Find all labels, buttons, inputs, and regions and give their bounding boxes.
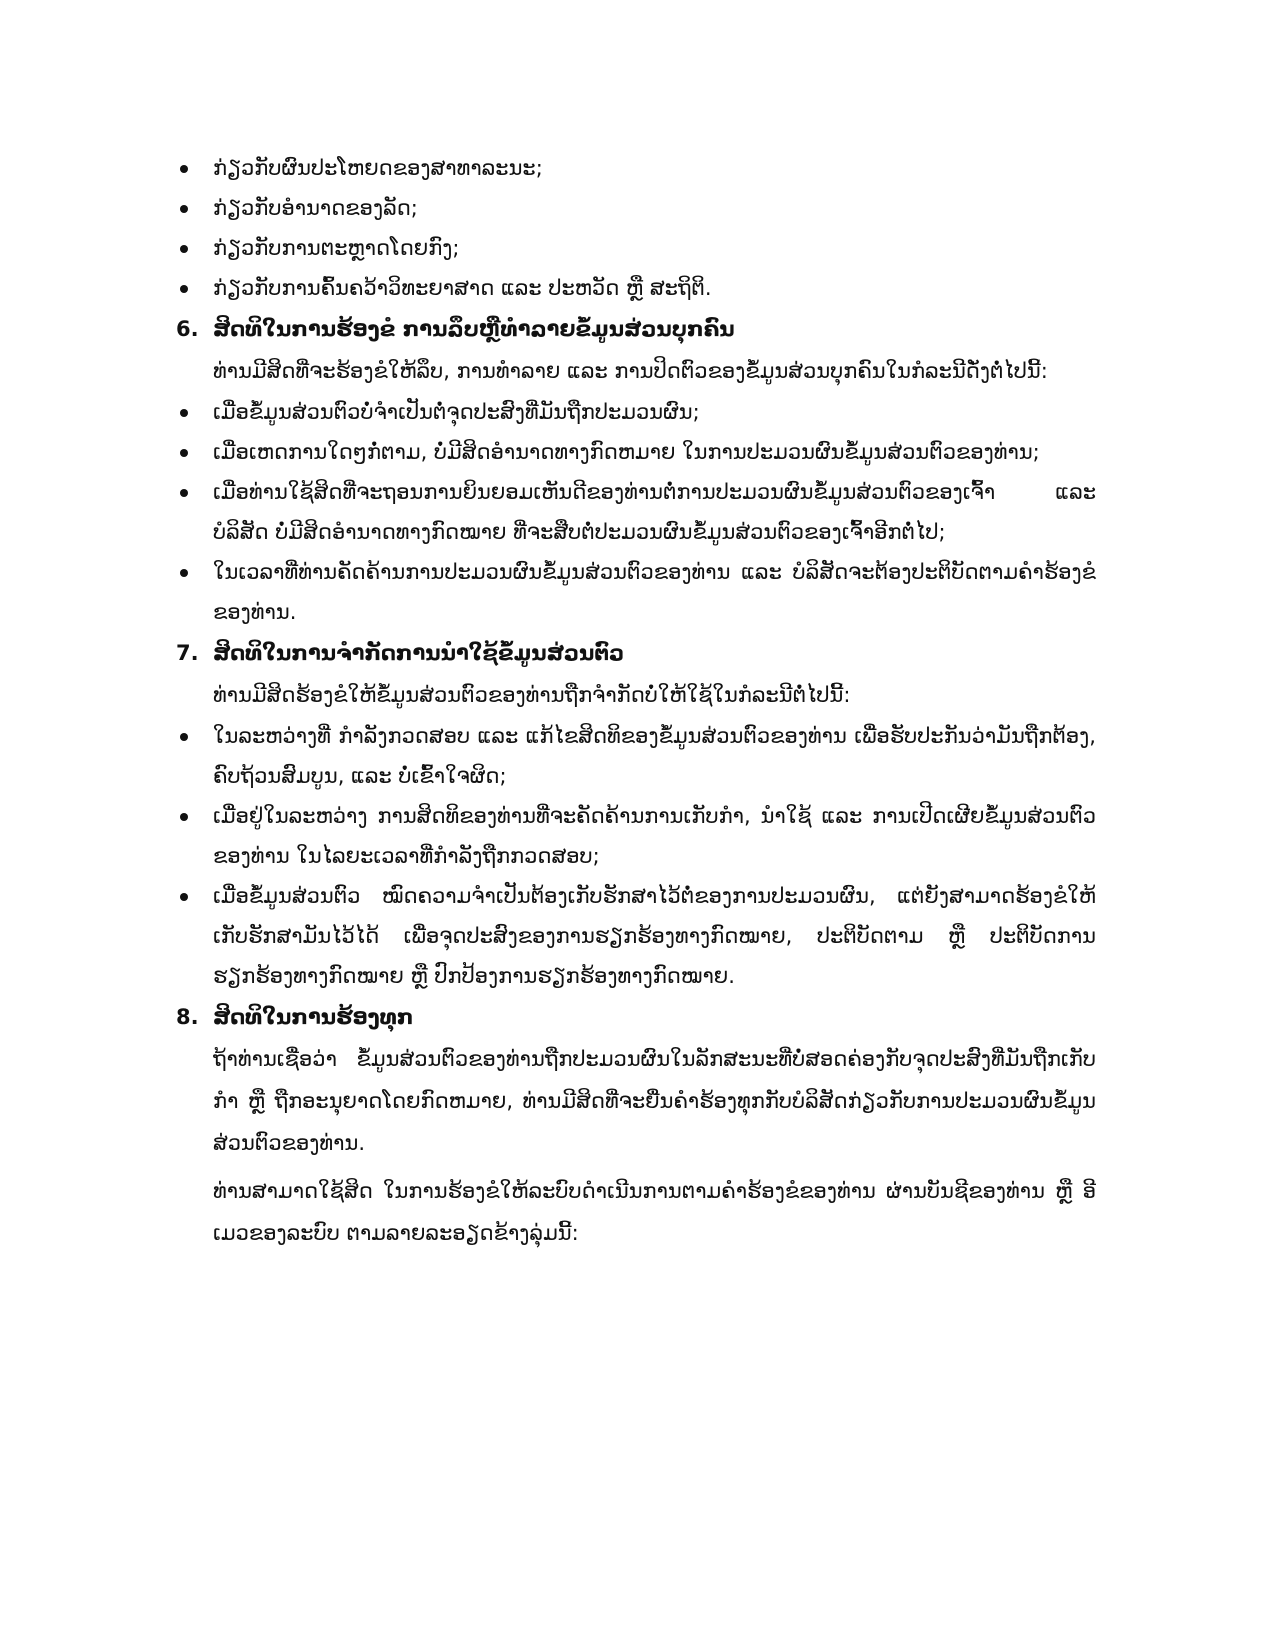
document-body xyxy=(176,148,1096,1254)
bullet-item: ກ່ຽວກັບການຕະຫຼາດໂດຍກົງ; xyxy=(176,228,1096,268)
section-intro: ທ່ານມີສິດຮ້ອງຂໍໃຫ້ຂໍ້ມູນສ່ວນຕົວຂອງທ່ານຖືກຈຳກັດບໍ່ໃຫ້ໃຊ້ໃນກໍລະນີຕໍ່ໄປນີ້: xyxy=(213,683,851,707)
bullet-item: ກ່ຽວກັບຜົນປະໂຫຍດຂອງສາທາລະນະ; xyxy=(176,148,1096,188)
bullet-item: ກ່ຽວກັບອຳນາດຂອງລັດ; xyxy=(176,188,1096,228)
bullet-item: ເມື່ອຂໍ້ມູນສ່ວນຕົວ ໝົດຄວາມຈຳເປັນຕ້ອງເກັບຮັກສາໄວ້ຕໍ່ຂອງການປະມວນຜົນ, ແຕ່ຍັງສາມາດຮ້ອງຂໍໃຫ້ເກັບຮັກສາມັນໄວ້ໄດ້ ເພື່ອຈຸດປະສົງຂອງການຮຽກຮ້ອງທາງກົດໝາຍ, ປະຕິບັດຕາມ ຫຼື ປະຕິບັດການຮຽກຮ້ອງທາງກົດໝາຍ ຫຼື ປົກປ້ອງການຮຽກຮ້ອງທາງກົດໝາຍ. xyxy=(176,876,1096,996)
bullet-item: ເມື່ອທ່ານໃຊ້ສິດທີ່ຈະຖອນການຍິນຍອມເຫັນດີຂອງທ່ານຕໍ່ການປະມວນຜົນຂໍ້ມູນສ່ວນຕົວຂອງເຈົ້າ ແລະ ບໍລິສັດ ບໍ່ມີສິດອຳນາດທາງກົດໝາຍ ທີ່ຈະສືບຕໍ່ປະມວນຜົນຂໍ້ມູນສ່ວນຕົວຂອງເຈົ້າອີກຕໍ່ໄປ; xyxy=(176,472,1096,552)
section-number: 6. xyxy=(176,317,199,341)
bullet-item: ເມື່ອຢູ່ໃນລະຫວ່າງ ການສິດທິຂອງທ່ານທີ່ຈະຄັດຄ້ານການເກັບກຳ, ນຳໃຊ້ ແລະ ການເປີດເຜີຍຂໍ້ມູນສ່ວນຕົວຂອງທ່ານ ໃນໄລຍະເວລາທີ່ກຳລັງຖືກກວດສອບ; xyxy=(176,796,1096,876)
bullet-item: ເມື່ອເຫດການໃດໆກໍ່ຕາມ, ບໍ່ມີສິດອຳນາດທາງກົດຫມາຍ ໃນການປະມວນຜົນຂໍ້ມູນສ່ວນຕົວຂອງທ່ານ; xyxy=(176,432,1096,472)
section-number: 8. xyxy=(176,1005,199,1029)
section-6 xyxy=(176,308,1096,632)
section-title: ສິດທິໃນການຮ້ອງທຸກ xyxy=(213,1005,414,1029)
section-heading xyxy=(176,308,1096,350)
bullet-item: ໃນລະຫວ່າງທີ່ ກຳລັງກວດສອບ ແລະ ແກ້ໄຂສິດທິຂອງຂໍ້ມູນສ່ວນຕົວຂອງທ່ານ ເພື່ອຮັບປະກັນວ່າມັນຖືກຕ້ອງ, ຄົບຖ້ວນສົມບູນ, ແລະ ບໍ່ເຂົ້າໃຈຜິດ; xyxy=(176,716,1096,796)
section-7 xyxy=(176,632,1096,996)
section-number: 7. xyxy=(176,641,199,665)
section-intro: ທ່ານມີສິດທີ່ຈະຮ້ອງຂໍໃຫ້ລຶບ, ການທຳລາຍ ແລະ ການປິດຕົວຂອງຂໍ້ມູນສ່ວນບຸກຄົນໃນກໍລະນີດັ່ງຕໍ່ໄປນີ້: xyxy=(213,359,1048,383)
section-paragraph: ທ່ານສາມາດໃຊ້ສິດ ໃນການຮ້ອງຂໍໃຫ້ລະບົບດຳເນີນການຕາມຄຳຮ້ອງຂໍຂອງທ່ານ ຜ່ານບັນຊີຂອງທ່ານ ຫຼື ອີເມວຂອງລະບົບ ຕາມລາຍລະອຽດຂ້າງລຸ່ມນີ້: xyxy=(213,1179,1096,1245)
section-heading xyxy=(176,996,1096,1038)
section-heading xyxy=(176,632,1096,674)
section-8 xyxy=(176,996,1096,1254)
section-title: ສິດທິໃນການຮ້ອງຂໍ ການລຶບຫຼືທຳລາຍຂໍ້ມູນສ່ວນບຸກຄົນ xyxy=(213,317,735,341)
section-paragraph: ຖ້າທ່ານເຊື່ອວ່າ ຂໍ້ມູນສ່ວນຕົວຂອງທ່ານຖືກປະມວນຜົນໃນລັກສະນະທີ່ບໍ່ສອດຄ່ອງກັບຈຸດປະສົງທີ່ມັນຖືກເກັບກຳ ຫຼື ຖືກອະນຸຍາດໂດຍກົດຫມາຍ, ທ່ານມີສິດທີ່ຈະຍື່ນຄຳຮ້ອງທຸກກັບບໍລິສັດກ່ຽວກັບການປະມວນຜົນຂໍ້ມູນສ່ວນຕົວຂອງທ່ານ. xyxy=(213,1047,1096,1155)
bullet-item: ໃນເວລາທີ່ທ່ານຄັດຄ້ານການປະມວນຜົນຂໍ້ມູນສ່ວນຕົວຂອງທ່ານ ແລະ ບໍລິສັດຈະຕ້ອງປະຕິບັດຕາມຄຳຮ້ອງຂໍຂອງທ່ານ. xyxy=(176,552,1096,632)
section-title: ສິດທິໃນການຈຳກັດການນຳໃຊ້ຂໍ້ມູນສ່ວນຕົວ xyxy=(213,641,625,665)
bullet-item: ເມື່ອຂໍ້ມູນສ່ວນຕົວບໍ່ຈຳເປັນຕໍ່ຈຸດປະສົງທີ່ມັນຖືກປະມວນຜົນ; xyxy=(176,392,1096,432)
bullet-item: ກ່ຽວກັບການຄົ້ນຄວ້າວິທະຍາສາດ ແລະ ປະຫວັດ ຫຼື ສະຖິຕິ. xyxy=(176,268,1096,308)
